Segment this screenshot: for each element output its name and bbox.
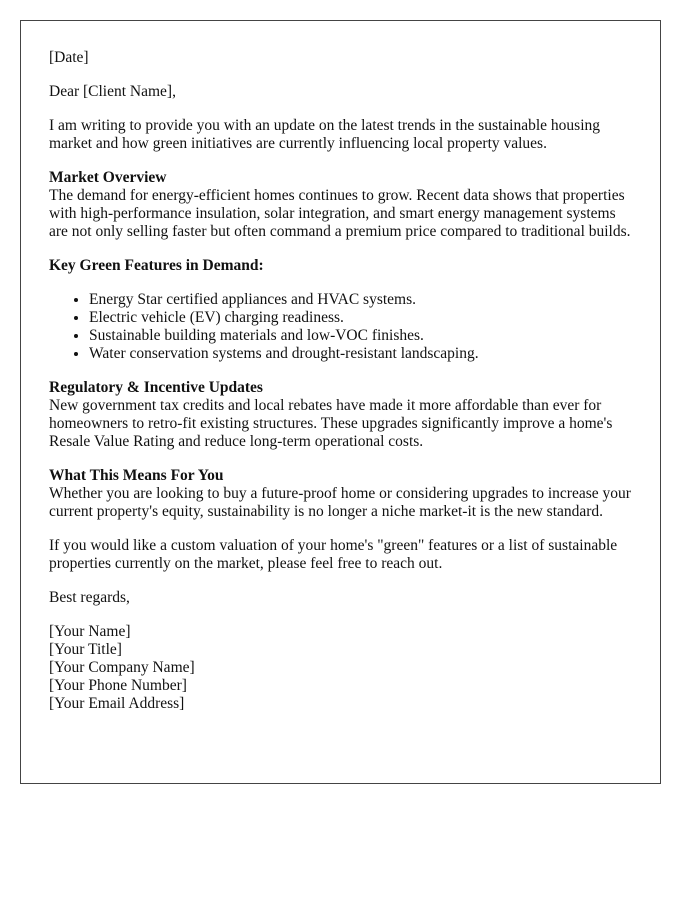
what-this-means-section xyxy=(49,467,632,521)
regulatory-heading: Regulatory & Incentive Updates xyxy=(49,379,263,396)
list-item: • Water conservation systems and drought-resistant landscaping. xyxy=(89,345,632,363)
signature-name: [Your Name] xyxy=(49,623,131,640)
letter-salutation: Dear [Client Name], xyxy=(49,83,176,100)
regulatory-body: New government tax credits and local rebates have made it more affordable than ever for homeowners to retro-fit existing structures. These upgrades significantly improve a home's Resale Value Rating and reduce long-term operational costs. xyxy=(49,397,613,450)
what-this-means-body: Whether you are looking to buy a future-proof home or considering upgrades to increase your current property's equity, sustainability is no longer a niche market-it is the new standard. xyxy=(49,485,631,520)
list-item: • Energy Star certified appliances and HVAC systems. xyxy=(89,291,632,309)
signature-block xyxy=(49,623,632,713)
signature-email: [Your Email Address] xyxy=(49,695,185,712)
letter-date: [Date] xyxy=(49,49,89,66)
market-overview-body: The demand for energy-efficient homes continues to grow. Recent data shows that properties with high-performance insulation, solar integration, and smart energy management systems are not only selling faster but often command a premium price compared to traditional builds. xyxy=(49,187,631,240)
what-this-means-heading: What This Means For You xyxy=(49,467,224,484)
letter-intro: I am writing to provide you with an update on the latest trends in the sustainable housing market and how green initiatives are currently influencing local property values. xyxy=(49,117,601,152)
market-overview-section xyxy=(49,169,632,241)
market-overview-heading: Market Overview xyxy=(49,169,167,186)
list-item: • Sustainable building materials and low-VOC finishes. xyxy=(89,327,632,345)
key-features-heading: Key Green Features in Demand: xyxy=(49,257,264,274)
key-features-list xyxy=(49,291,632,363)
signature-title: [Your Title] xyxy=(49,641,122,658)
list-item: • Electric vehicle (EV) charging readiness. xyxy=(89,309,632,327)
signature-company: [Your Company Name] xyxy=(49,659,195,676)
regulatory-section xyxy=(49,379,632,451)
signature-phone: [Your Phone Number] xyxy=(49,677,187,694)
offer-paragraph: If you would like a custom valuation of your home's "green" features or a list of sustainable properties currently on the market, please feel free to reach out. xyxy=(49,537,618,572)
letter-container xyxy=(20,20,661,784)
closing: Best regards, xyxy=(49,589,130,606)
